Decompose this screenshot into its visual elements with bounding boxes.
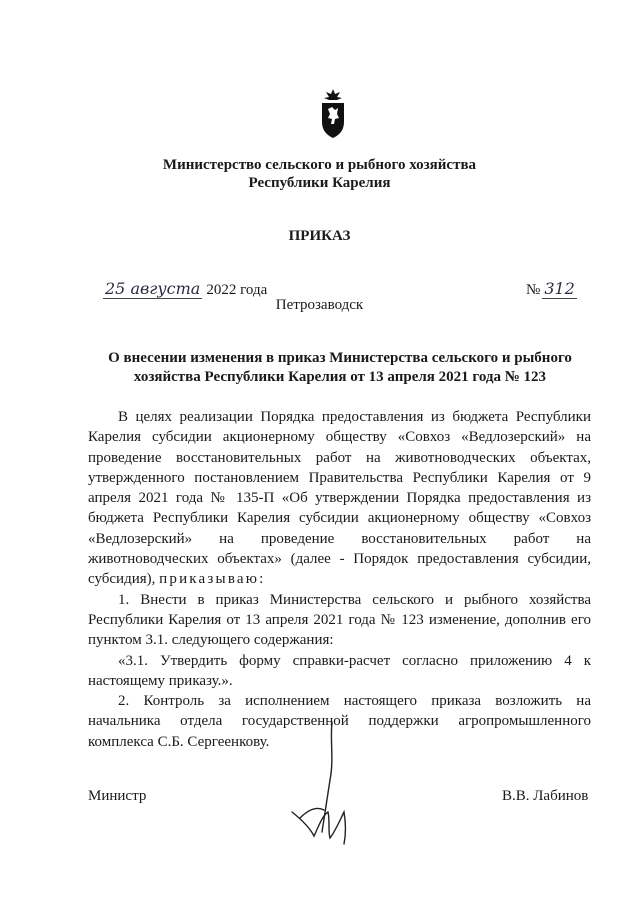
ministry-line-1: Министерство сельского и рыбного хозяйства bbox=[162, 157, 477, 173]
signatory-name: В.В. Лабинов bbox=[502, 788, 589, 804]
subject-line-1: О внесении изменения в приказ Министерства сельского и рыбного bbox=[108, 350, 572, 366]
order-body bbox=[88, 407, 591, 752]
handwritten-number: 312 bbox=[544, 279, 575, 298]
paragraph-item-2: 2. Контроль за исполнением настоящего приказа возложить на начальника отдела государственной поддержки агропромышленного комплекса С.Б. Сергеенкову. bbox=[88, 693, 591, 750]
number-sign: № bbox=[526, 282, 541, 298]
paragraph-item-1: 1. Внести в приказ Министерства сельского и рыбного хозяйства Республики Карелия от 13 апреля 2021 года № 123 изменение, дополнив его пунктом 3.1. следующего содержания: bbox=[88, 591, 591, 649]
handwritten-signature-icon bbox=[280, 720, 390, 850]
city: Петрозаводск bbox=[275, 297, 364, 313]
ministry-line-2: Республики Карелия bbox=[248, 175, 391, 191]
coat-of-arms-icon bbox=[319, 88, 347, 140]
order-word: приказываю bbox=[159, 571, 260, 588]
preamble-text: В целях реализации Порядка предоставления из бюджета Республики Карелия субсидии акционерному обществу «Совхоз «Ведлозерский» на проведение восстановительных работ на животноводческих объектах, утвержденного постановлением Правительства Республики Карелия от 9 апреля 2021 года № 135-П «Об утверждении Порядка предоставления из бюджета Республики Карелия субсидии акционерному обществу «Совхоз «Ведлозерский» на проведение восстановительных работ на животноводческих объектах» (далее - Порядок предоставления субсидии, субсидия), bbox=[88, 409, 591, 588]
order-subject bbox=[90, 349, 590, 387]
order-number bbox=[526, 279, 577, 299]
order-word-colon: : bbox=[259, 571, 264, 588]
subject-line-2: хозяйства Республики Карелия от 13 апреля 2021 года № 123 bbox=[133, 369, 547, 385]
date-year: 2022 года bbox=[206, 282, 268, 298]
handwritten-date: 25 августа bbox=[105, 279, 201, 298]
paragraph-preamble bbox=[88, 407, 591, 590]
signatory-position: Министр bbox=[88, 788, 147, 804]
order-date bbox=[103, 279, 267, 299]
document-type: ПРИКАЗ bbox=[288, 228, 351, 244]
paragraph-quote: «3.1. Утвердить форму справки-расчет согласно приложению 4 к настоящему приказу.». bbox=[88, 652, 591, 689]
ministry-header bbox=[0, 156, 639, 192]
